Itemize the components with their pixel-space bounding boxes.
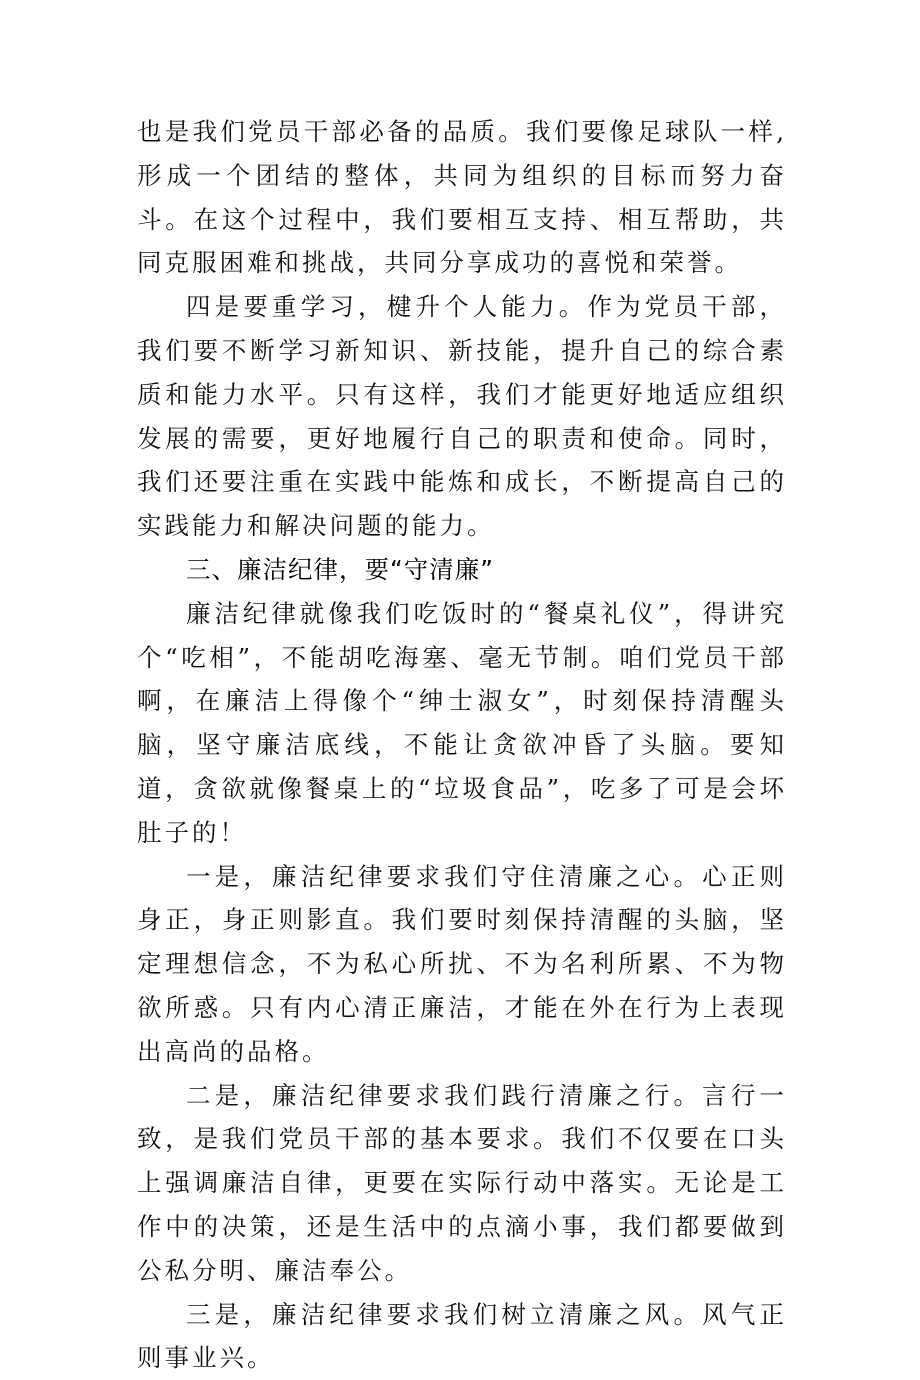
paragraph-point-four-study: 四是要重学习，楗升个人能力。作为党员干部，我们要不断学习新知识、新技能，提升自己的综合素质和能力水平。只有这样，我们才能更好地适应组织发展的需要，更好地履行自己的职责和使命。同时，我们还要注重在实践中能炼和成长，不断提高自己的实践能力和解决问题的能力。 — [137, 292, 787, 541]
paragraph-teamwork-continued: 也是我们党员干部必备的品质。我们要像足球队一样,形成一个团结的整体，共同为组织的目标而努力奋斗。在这个过程中，我们要相互支持、相互帮助，共同克服困难和挑战，共同分享成功的喜悦和荣誉。 — [137, 117, 787, 278]
section-heading-integrity-discipline: 三、廉洁纪律，要“守清廉” — [186, 554, 494, 584]
paragraph-integrity-point-three: 三是，廉洁纪律要求我们树立清廉之风。风气正则事业兴。 — [137, 1299, 787, 1373]
paragraph-integrity-intro: 廉洁纪律就像我们吃饭时的“餐桌礼仪”，得讲究个“吃相”，不能胡吃海塞、毫无节制。咱们党员干部啊，在廉洁上得像个“绅士淑女”，时刻保持清醒头脑，坚守廉洁底线，不能让贪欲冲昏了头脑。要知道，贪欲就像餐桌上的“垃圾食品”，吃多了可是会坏肚子的！ — [137, 598, 787, 847]
paragraph-integrity-point-two: 二是，廉洁纪律要求我们践行清廉之行。言行一致，是我们党员干部的基本要求。我们不仅要在口头上强调廉洁自律，更要在实际行动中落实。无论是工作中的决策，还是生活中的点滴小事，我们都要做到公私分明、廉洁奉公。 — [137, 1080, 787, 1285]
document-body — [137, 110, 787, 1380]
paragraph-integrity-point-one: 一是，廉洁纪律要求我们守住清廉之心。心正则身正，身正则影直。我们要时刻保持清醒的头脑，坚定理想信念，不为私心所扰、不为名利所累、不为物欲所惑。只有内心清正廉洁，才能在外在行为上表现出高尚的品格。 — [137, 861, 787, 1066]
